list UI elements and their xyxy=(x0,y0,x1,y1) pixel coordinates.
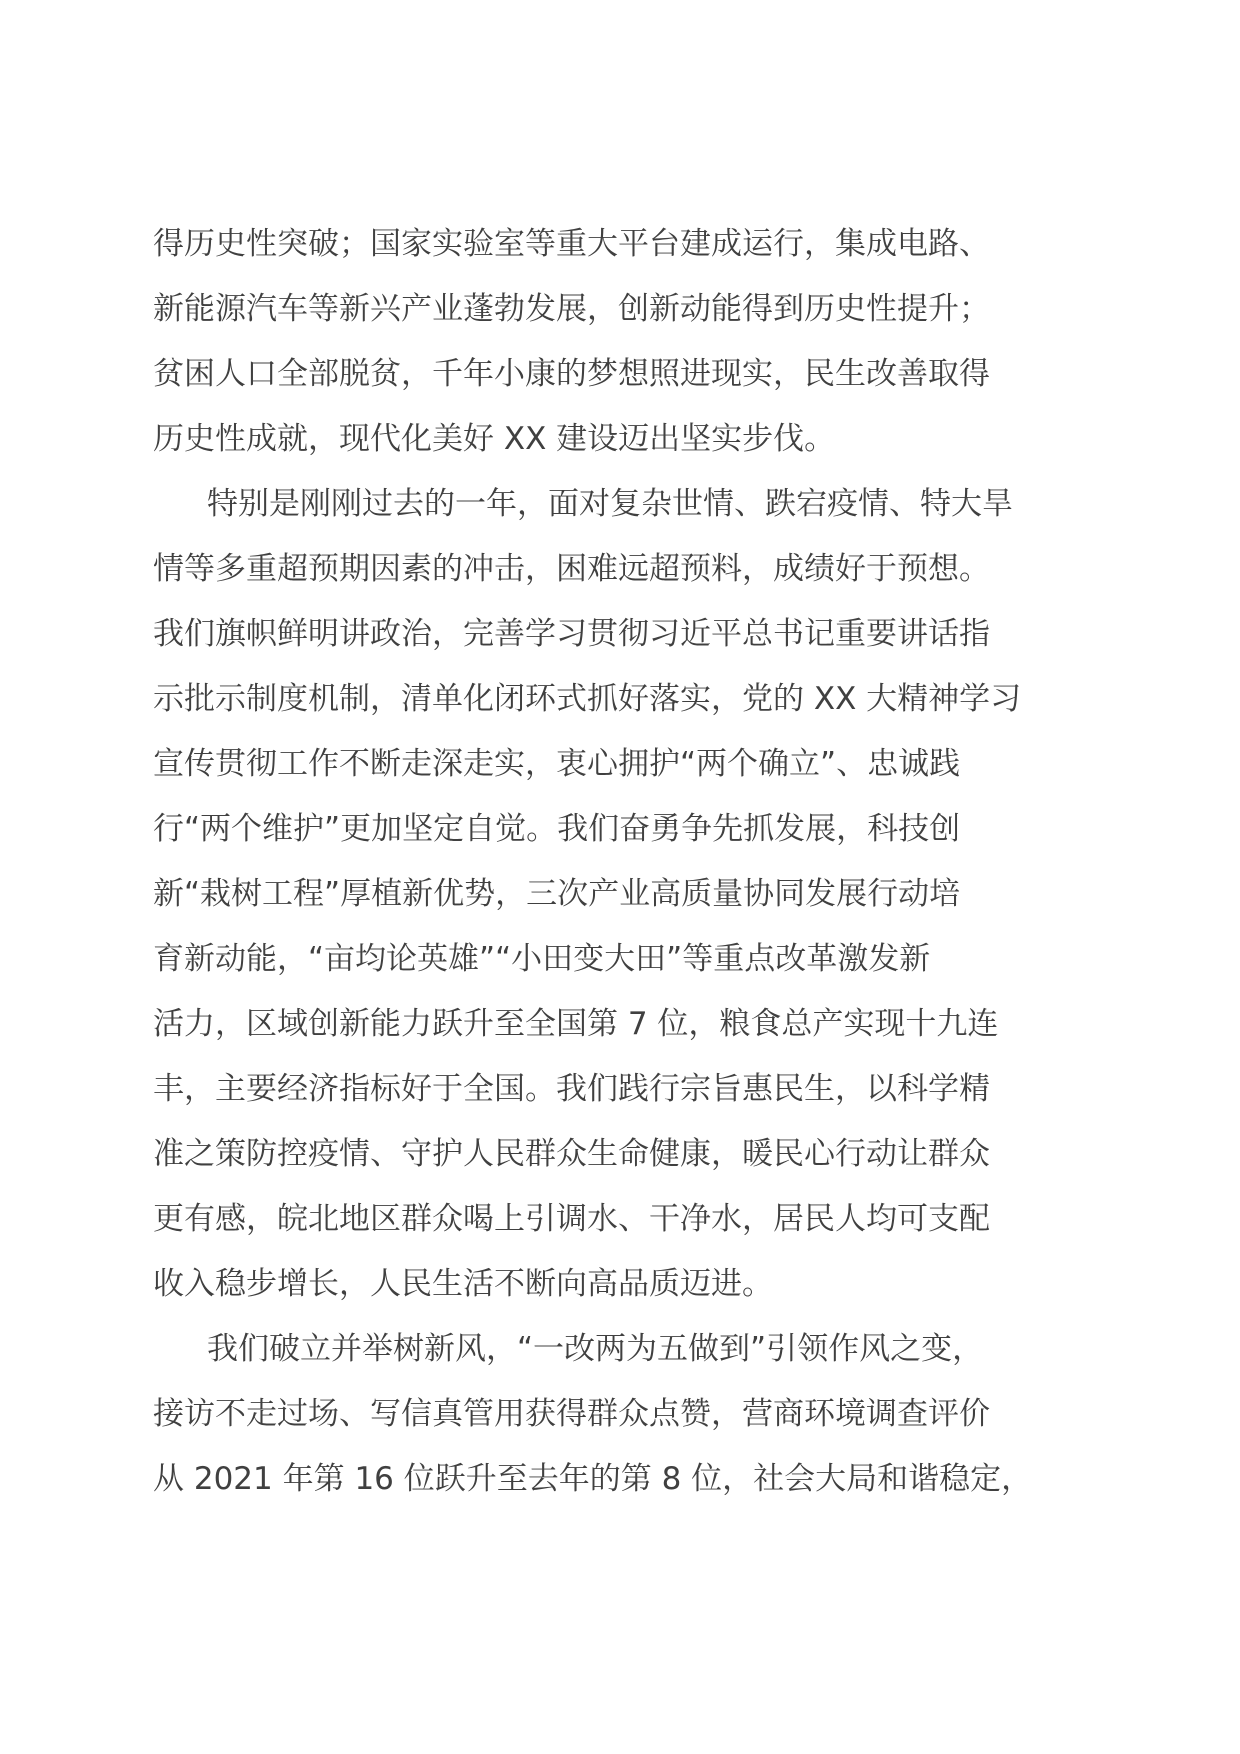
text-line: 准之策防控疫情、守护人民群众生命健康，暖民心行动让群众 xyxy=(153,1136,990,1172)
text-line: 得历史性突破；国家实验室等重大平台建成运行，集成电路、 xyxy=(153,226,990,262)
paragraph-first-line: 我们破立并举树新风，“一改两为五做到”引领作风之变， xyxy=(207,1331,984,1367)
text-line: 活力，区域创新能力跃升至全国第 7 位，粮食总产实现十九连 xyxy=(153,1006,999,1042)
body-text xyxy=(153,212,1093,1512)
text-line: 宣传贯彻工作不断走深走实，衷心拥护“两个确立”、忠诚践 xyxy=(153,746,961,782)
text-line: 新能源汽车等新兴产业蓬勃发展，创新动能得到历史性提升； xyxy=(153,291,990,327)
text-line: 历史性成就，现代化美好 XX 建设迈出坚实步伐。 xyxy=(153,421,836,457)
paragraph-first-line: 特别是刚刚过去的一年，面对复杂世情、跌宕疫情、特大旱 xyxy=(207,486,1013,522)
text-line: 行“两个维护”更加坚定自觉。我们奋勇争先抓发展，科技创 xyxy=(153,811,961,847)
text-line: 从 2021 年第 16 位跃升至去年的第 8 位，社会大局和谐稳定， xyxy=(153,1461,1033,1497)
text-line: 丰，主要经济指标好于全国。我们践行宗旨惠民生，以科学精 xyxy=(153,1071,990,1107)
text-line: 接访不走过场、写信真管用获得群众点赞，营商环境调查评价 xyxy=(153,1396,990,1432)
text-line: 情等多重超预期因素的冲击，困难远超预料，成绩好于预想。 xyxy=(153,551,990,587)
text-line: 贫困人口全部脱贫，千年小康的梦想照进现实，民生改善取得 xyxy=(153,356,990,392)
text-line: 育新动能，“亩均论英雄”“小田变大田”等重点改革激发新 xyxy=(153,941,931,977)
text-line: 新“栽树工程”厚植新优势，三次产业高质量协同发展行动培 xyxy=(153,876,961,912)
text-line: 我们旗帜鲜明讲政治，完善学习贯彻习近平总书记重要讲话指 xyxy=(153,616,990,652)
text-line: 更有感，皖北地区群众喝上引调水、干净水，居民人均可支配 xyxy=(153,1201,990,1237)
text-line: 示批示制度机制，清单化闭环式抓好落实，党的 XX 大精神学习 xyxy=(153,681,1022,717)
text-line: 收入稳步增长，人民生活不断向高品质迈进。 xyxy=(153,1266,773,1302)
